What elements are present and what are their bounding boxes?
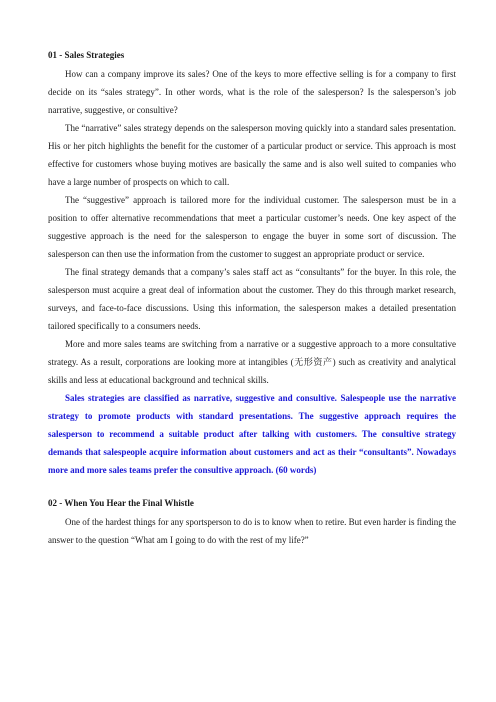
section-final-whistle <box>48 496 456 549</box>
paragraph: The “suggestive” approach is tailored more for the individual customer. The salesperson must be in a position to offer alternative recommendations that meet a particular customer’s needs. One key aspect of the suggestive approach is the need for the salesperson to engage the buyer in some sort of discussion. The salesperson can then use the information from the customer to suggest an appropriate product or service. <box>48 195 456 259</box>
paragraph: More and more sales teams are switching from a narrative or a suggestive approach to a more consultative strategy. As a result, corporations are looking more at intangibles (无形资产) such as creativity and analytical skills and less at educational background and technical skills. <box>48 339 456 385</box>
paragraph: The “narrative” sales strategy depends on the salesperson moving quickly into a standard sales presentation. His or her pitch highlights the benefit for the customer of a particular product or service. This approach is most effective for customers whose buying motives are basically the same and is also well suited to companies who have a large number of prospects on which to call. <box>48 123 456 187</box>
paragraph: One of the hardest things for any sportsperson to do is to know when to retire. But even harder is finding the answer to the question “What am I going to do with the rest of my life?” <box>48 517 456 545</box>
section-sales-strategies <box>48 48 456 479</box>
paragraph: How can a company improve its sales? One of the keys to more effective selling is for a company to first decide on its “sales strategy”. In other words, what is the role of the salesperson? Is the salesperson’s job narrative, suggestive, or consultive? <box>48 69 456 115</box>
section-title: 02 - When You Hear the Final Whistle <box>48 498 194 508</box>
summary-paragraph: Sales strategies are classified as narrative, suggestive and consultive. Salespeople use the narrative strategy to promote products with standard presentations. The suggestive approach requires the salesperson to recommend a suitable product after talking with customers. The consultive strategy demands that salespeople acquire information about customers and act as their “consultants”. Nowadays more and more sales teams prefer the consultive approach. (60 words) <box>48 393 456 475</box>
section-title: 01 - Sales Strategies <box>48 50 125 60</box>
section-spacer <box>48 479 456 496</box>
paragraph: The final strategy demands that a company’s sales staff act as “consultants” for the buyer. In this role, the salesperson must acquire a great deal of information about the customer. They do this through market research, surveys, and face-to-face discussions. Using this information, the salesperson makes a detailed presentation tailored specifically to a consumers needs. <box>48 267 456 331</box>
